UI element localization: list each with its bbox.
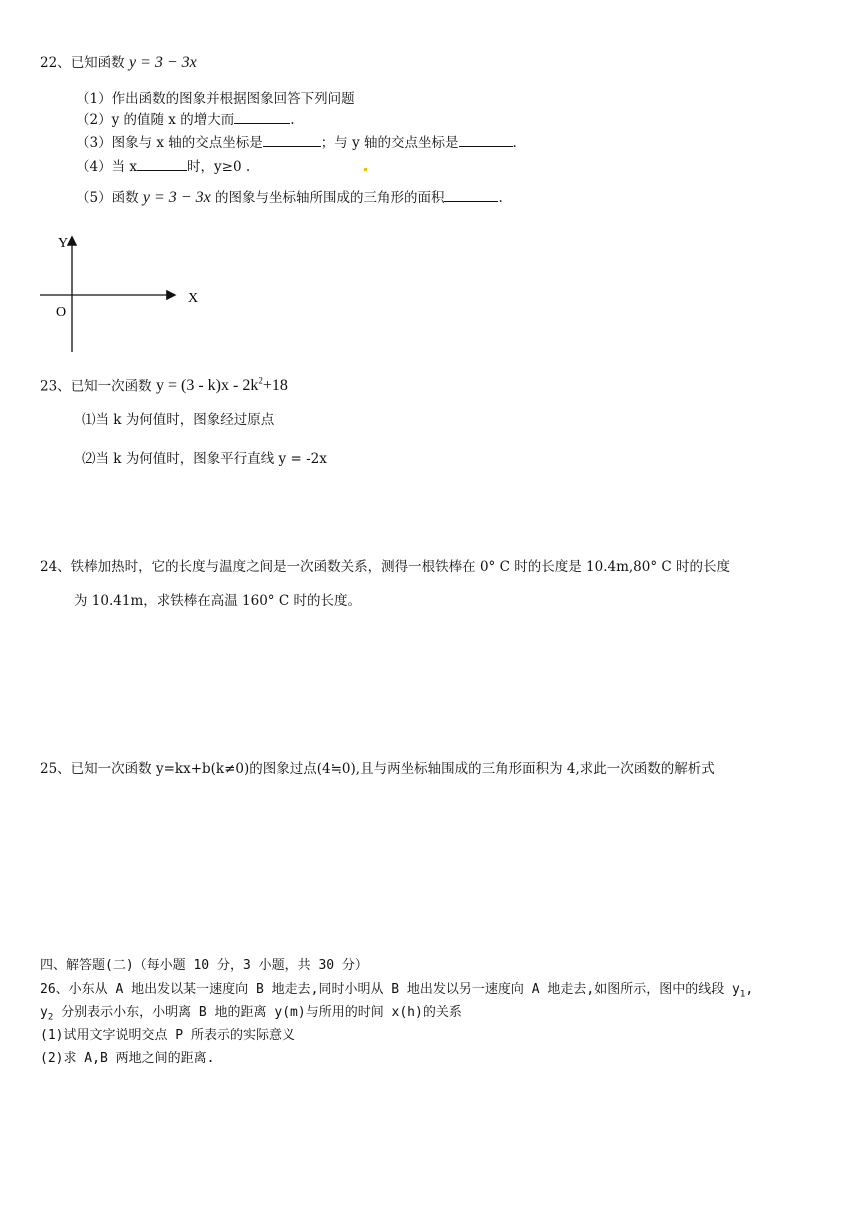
q25-line1: 25、已知一次函数 y=kx+b(k≠0)的图象过点(4≒0),且与两坐标轴围成的三角形面积为 4,求此一次函数的解析式 bbox=[40, 761, 715, 777]
q22-part5-blank bbox=[444, 188, 498, 202]
q22-header bbox=[40, 54, 197, 72]
q26-line1 bbox=[40, 981, 753, 1004]
q26-line2-subscript: 2 bbox=[47, 1012, 54, 1023]
yellow-mark bbox=[364, 168, 367, 171]
q23-number: 23、 bbox=[40, 378, 71, 395]
q22-part5-text: （5）函数 bbox=[76, 190, 139, 206]
x-axis-label: X bbox=[188, 291, 199, 306]
q22-part2-blank bbox=[234, 110, 290, 124]
q22-part3-mid: ；与 y 轴的交点坐标是 bbox=[320, 135, 459, 151]
q22-part2-end: . bbox=[290, 112, 295, 128]
q26-line1-end: , bbox=[745, 982, 754, 997]
q23-header bbox=[40, 372, 288, 395]
q22-stem: 已知函数 bbox=[70, 55, 125, 71]
q22-part5-formula: y = 3 − 3x bbox=[142, 189, 211, 206]
q22-part3 bbox=[76, 133, 517, 152]
q23-part1: ⑴当 k 为何值时，图象经过原点 bbox=[82, 412, 275, 428]
q22-part4-end: 时，y≥0 . bbox=[187, 159, 251, 175]
q26-line2 bbox=[40, 1004, 462, 1027]
q22-formula: y = 3 − 3x bbox=[128, 54, 197, 71]
q22-part2-text: （2）y 的值随 x 的增大而 bbox=[76, 112, 235, 128]
q22-part4 bbox=[76, 157, 250, 176]
q26-line1-subscript: 1 bbox=[739, 989, 746, 1000]
q22-number: 22、 bbox=[40, 55, 71, 71]
q23-stem: 已知一次函数 bbox=[70, 378, 152, 395]
q22-part3-end: . bbox=[512, 135, 517, 151]
section4-title: 四、解答题(二)（每小题 10 分，3 小题，共 30 分） bbox=[40, 958, 368, 973]
q26-line2-text: 分别表示小东，小明离 B 地的距离 y(m)与所用的时间 x(h)的关系 bbox=[53, 1005, 462, 1020]
q22-part1: （1）作出函数的图象并根据图象回答下列问题 bbox=[76, 91, 355, 107]
q22-part3-blank-y bbox=[459, 133, 513, 147]
q24-line2: 为 10.41m，求铁棒在高温 160° C 时的长度。 bbox=[74, 593, 361, 609]
q23-formula-main: y = (3 - k)x - 2k bbox=[155, 377, 259, 395]
q22-part4-blank bbox=[137, 157, 187, 171]
q23-formula bbox=[156, 377, 288, 394]
q26-part2: (2)求 A,B 两地之间的距离. bbox=[40, 1051, 215, 1066]
q24-line1: 24、铁棒加热时，它的长度与温度之间是一次函数关系，测得一根铁棒在 0° C 时的长度是 10.4m,80° C 时的长度 bbox=[40, 559, 731, 575]
q22-part5-end: . bbox=[498, 190, 503, 206]
q26-line1-text: 26、小东从 A 地出发以某一速度向 B 地走去,同时小明从 B 地出发以另一速度向 A 地走去,如图所示，图中的线段 y bbox=[40, 982, 740, 997]
q22-part2 bbox=[76, 110, 295, 129]
coordinate-axes bbox=[36, 230, 216, 360]
q22-part5-text2: 的图象与坐标轴所围成的三角形的面积 bbox=[214, 190, 445, 206]
origin-label: O bbox=[56, 305, 67, 320]
q26-line2-y: y bbox=[40, 1005, 48, 1020]
q22-part4-text: （4）当 x bbox=[76, 159, 137, 175]
q22-part3-blank-x bbox=[263, 133, 321, 147]
q22-part5 bbox=[76, 188, 503, 207]
q22-part3-text: （3）图象与 x 轴的交点坐标是 bbox=[76, 135, 263, 151]
q26-part1: (1)试用文字说明交点 P 所表示的实际意义 bbox=[40, 1028, 295, 1043]
y-axis-label: Y bbox=[58, 236, 69, 251]
q23-part2: ⑵当 k 为何值时，图象平行直线 y = -2x bbox=[82, 451, 327, 467]
q23-formula-tail: +18 bbox=[262, 377, 288, 395]
q23-formula-exponent: 2 bbox=[258, 376, 263, 386]
